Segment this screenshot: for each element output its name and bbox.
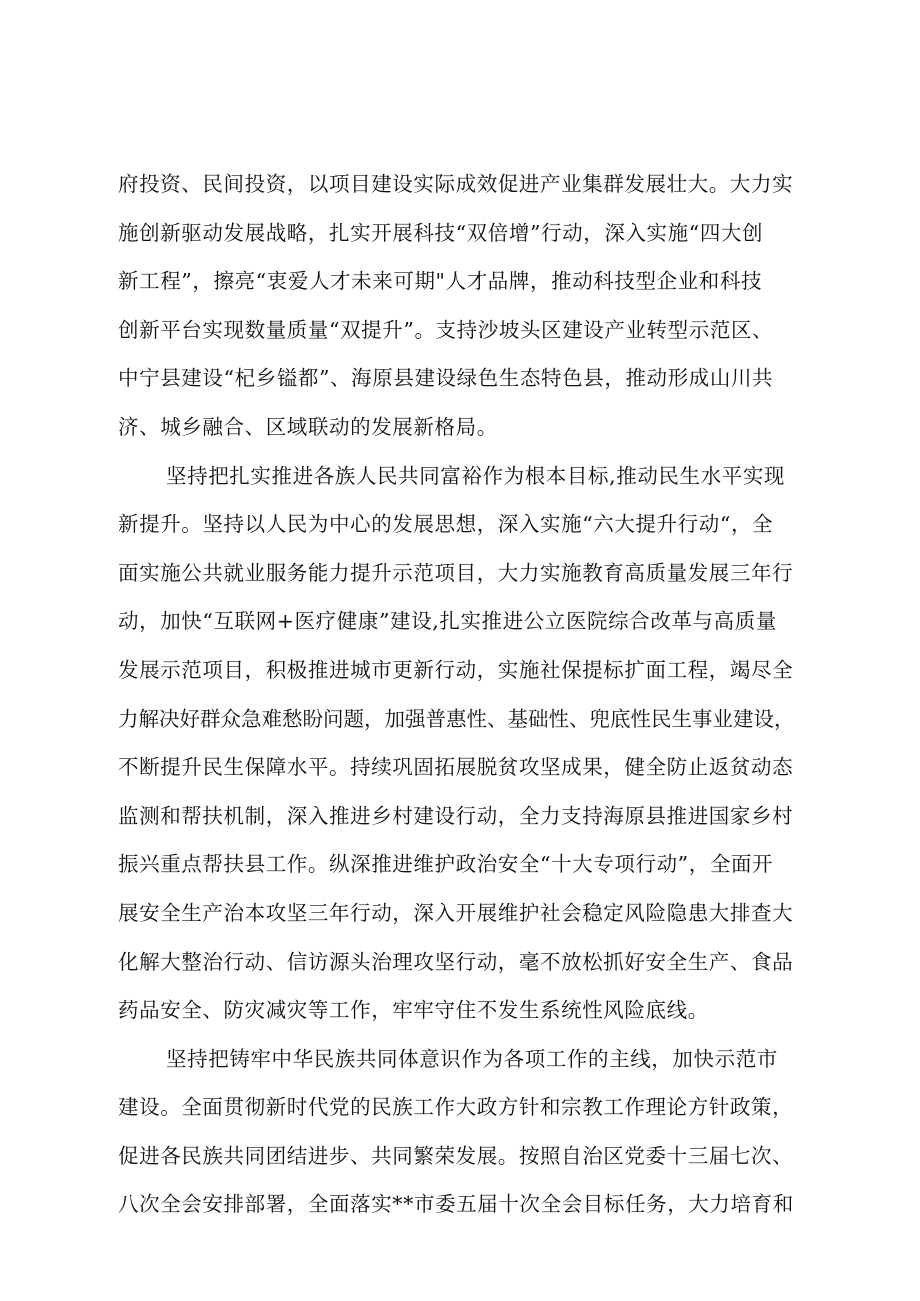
text-line: 不断提升民生保障水平。持续巩固拓展脱贫攻坚成果，健全防止返贫动态 (118, 755, 794, 780)
text-line: 展安全生产治本攻坚三年行动，深入开展维护社会稳定风险隐患大排查大 (118, 900, 794, 925)
text-line: 促进各民族共同团结进步、共同繁荣发展。按照自治区党委十三届七次、 (118, 1143, 794, 1168)
text-line: 济、城乡融合、区域联动的发展新格局。 (118, 414, 498, 439)
text-line: 监测和帮扶机制，深入推进乡村建设行动，全力支持海原县推进国家乡村 (118, 803, 794, 828)
paragraph-1 (118, 160, 812, 452)
text-line: 药品安全、防灾减灾等工作，牢牢守住不发生系统性风险底线。 (118, 998, 709, 1023)
text-line: 建设。全面贯彻新时代党的民族工作大政方针和宗教工作理论方针政策， (118, 1095, 794, 1120)
paragraph-2 (118, 452, 812, 1035)
text-line: 发展示范项目，积极推进城市更新行动，实施社保提标扩面工程，竭尽全 (118, 657, 794, 682)
text-line: 施创新驱动发展战略，扎实开展科技“双倍增”行动，深入实施“四大创 (118, 220, 764, 245)
text-line: 八次全会安排部署，全面落实**市委五届十次全会目标任务，大力培育和 (118, 1192, 794, 1217)
text-line: 振兴重点帮扶县工作。纵深推进维护政治安全“十大专项行动”，全面开 (118, 852, 774, 877)
text-line: 面实施公共就业服务能力提升示范项目，大力实施教育高质量发展三年行 (118, 560, 794, 585)
text-line: 动，加快“互联网+医疗健康”建设,扎实推进公立医院综合改革与高质量 (118, 609, 777, 634)
text-line: 府投资、民间投资，以项目建设实际成效促进产业集群发展壮大。大力实 (118, 172, 794, 196)
text-line: 坚持把铸牢中华民族共同体意识作为各项工作的主线，加快示范市 (166, 1046, 778, 1071)
document-body (118, 160, 812, 1229)
text-line: 中宁县建设“杞乡镒都”、海原县建设绿色生态特色县，推动形成山川共 (118, 366, 774, 391)
text-line: 坚持把扎实推进各族人民共同富裕作为根本目标,推动民生水平实现 (166, 463, 786, 488)
text-line: 力解决好群众急难愁盼问题，加强普惠性、基础性、兜底性民生事业建设， (118, 706, 795, 731)
paragraph-3 (118, 1035, 812, 1229)
text-line: 新提升。坚持以人民为中心的发展思想，深入实施“六大提升行动“，全 (118, 512, 774, 537)
text-line: 新工程”，擦亮“衷爱人才未来可期"人才品牌，推动科技型企业和科技 (118, 269, 763, 294)
text-line: 创新平台实现数量质量“双提升”。支持沙坡头区建设产业转型示范区、 (118, 317, 774, 342)
text-line: 化解大整治行动、信访源头治理攻坚行动，毫不放松抓好安全生产、食品 (118, 949, 794, 974)
